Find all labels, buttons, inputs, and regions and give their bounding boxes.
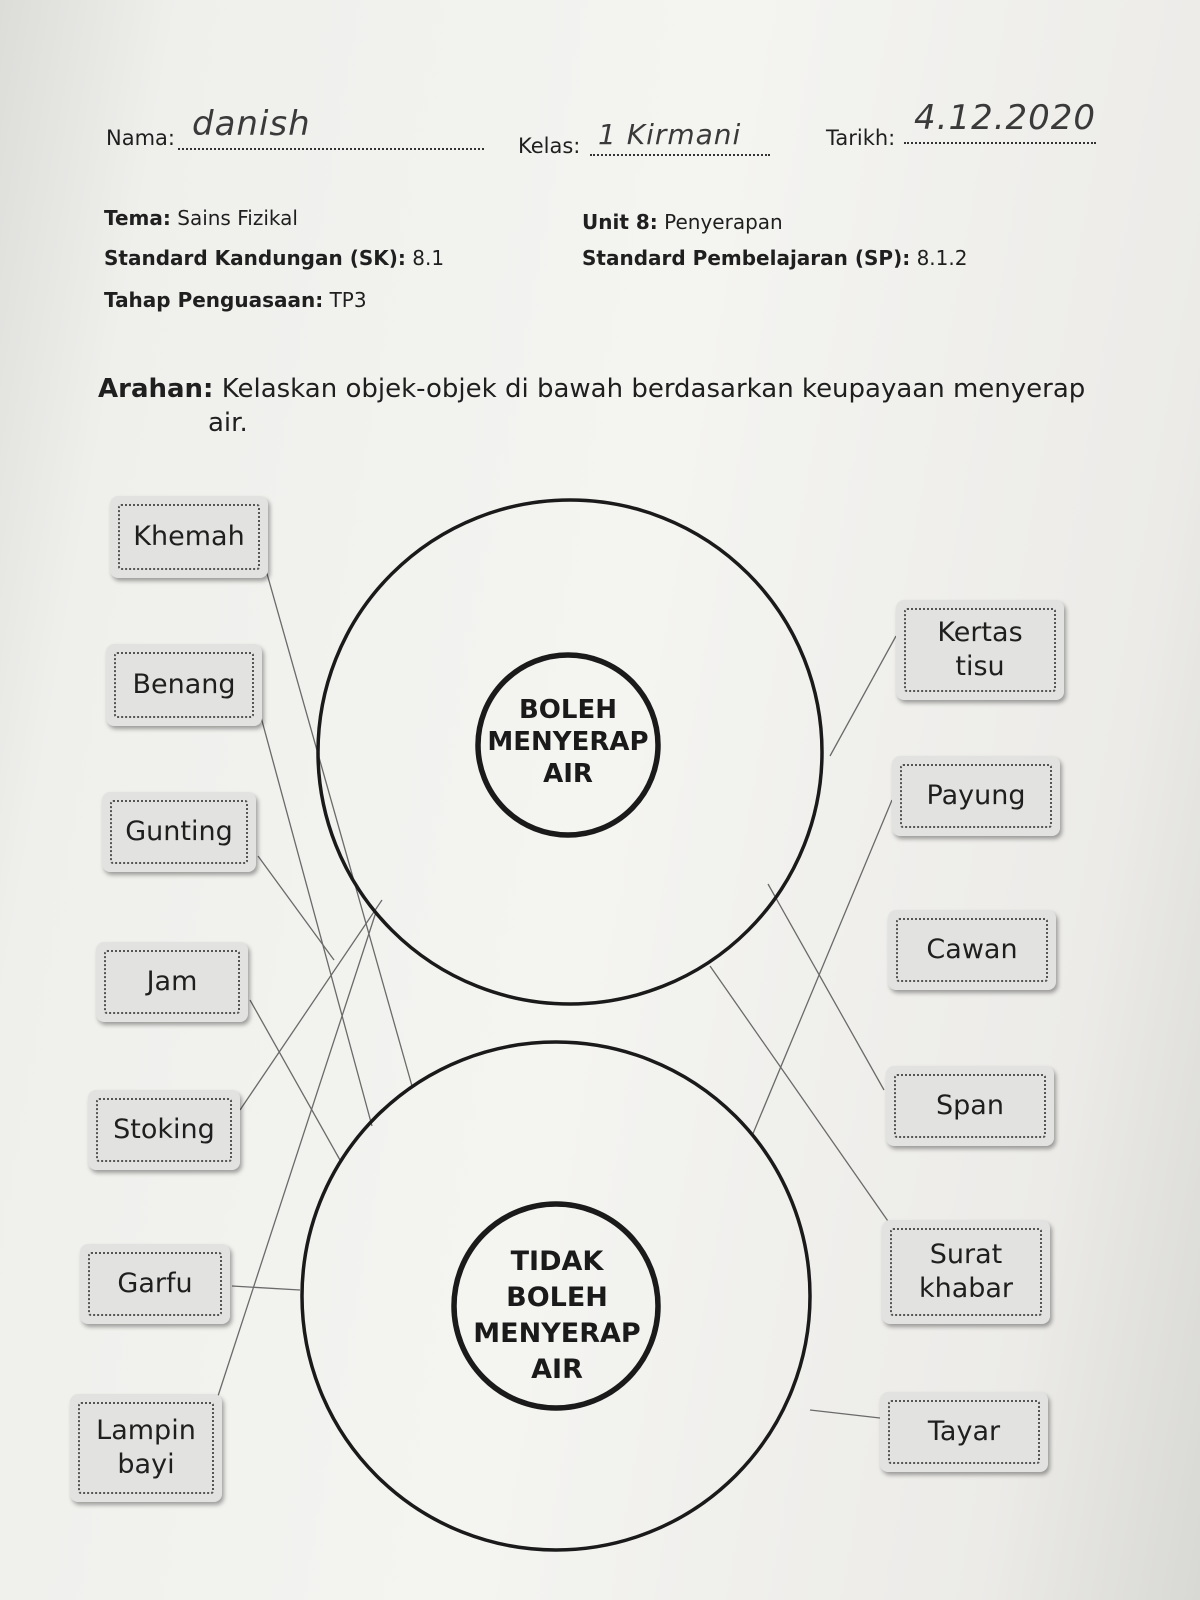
tema-value: Sains Fizikal (177, 206, 298, 230)
line-stoking (240, 900, 382, 1110)
line-benang (258, 706, 372, 1126)
bottom-label-line2: BOLEH (506, 1282, 608, 1313)
item-label: Kertas tisu (937, 617, 1023, 682)
line-gunting (258, 856, 334, 960)
item-label: Payung (926, 780, 1026, 811)
bottom-label-line1: TIDAK (510, 1246, 604, 1277)
instruction-text-line2: air. (208, 408, 248, 438)
tarikh-label: Tarikh: (826, 126, 896, 150)
sp-label: Standard Pembelajaran (SP): (582, 246, 911, 270)
bottom-circle-label (462, 1244, 652, 1388)
unit-label: Unit 8: (582, 210, 658, 234)
item-label: Lampin bayi (96, 1415, 196, 1480)
item-box-benang[interactable] (106, 644, 262, 726)
sp-value: 8.1.2 (916, 246, 968, 270)
line-jam (250, 1000, 340, 1160)
item-label: Tayar (927, 1416, 1001, 1447)
top-label-line1: BOLEH (518, 695, 617, 725)
item-box-cawan[interactable] (888, 910, 1056, 990)
item-label: Gunting (125, 816, 233, 847)
item-box-jam[interactable] (96, 942, 248, 1022)
item-label: Khemah (133, 521, 245, 552)
bottom-label-line4: AIR (531, 1354, 583, 1385)
line-tayar (810, 1410, 880, 1418)
line-surat (710, 966, 890, 1224)
item-label: Stoking (113, 1114, 215, 1145)
item-box-surat-khabar[interactable] (882, 1220, 1050, 1324)
nama-handwriting: danish (192, 104, 311, 144)
sk-label: Standard Kandungan (SK): (104, 246, 406, 270)
line-payung (752, 800, 892, 1136)
line-span (768, 884, 884, 1090)
instruction-label: Arahan: (98, 374, 214, 404)
item-label: Garfu (117, 1268, 193, 1299)
item-box-khemah[interactable] (110, 496, 268, 578)
item-box-kertas-tisu[interactable] (896, 600, 1064, 700)
item-box-lampin-bayi[interactable] (70, 1394, 222, 1502)
unit-value: Penyerapan (664, 210, 783, 234)
item-box-span[interactable] (886, 1066, 1054, 1146)
kelas-label: Kelas: (518, 134, 581, 158)
item-label: Span (936, 1090, 1004, 1121)
tp-label: Tahap Penguasaan: (104, 288, 324, 312)
item-box-tayar[interactable] (880, 1392, 1048, 1472)
top-label-line3: AIR (543, 759, 593, 789)
line-garfu (232, 1286, 300, 1290)
item-label: Benang (132, 669, 236, 700)
item-box-garfu[interactable] (80, 1244, 230, 1324)
item-box-gunting[interactable] (102, 792, 256, 872)
line-kertas (830, 636, 896, 756)
item-label: Surat khabar (918, 1239, 1014, 1304)
item-label: Cawan (926, 934, 1018, 965)
item-box-payung[interactable] (892, 756, 1060, 836)
tp-value: TP3 (329, 288, 367, 312)
sk-value: 8.1 (412, 246, 445, 270)
item-label: Jam (146, 966, 198, 997)
bottom-label-line3: MENYERAP (473, 1318, 641, 1349)
nama-label: Nama: (106, 126, 175, 150)
top-circle-label (478, 694, 658, 790)
tema-label: Tema: (104, 206, 171, 230)
line-khemah (262, 556, 412, 1086)
top-label-line2: MENYERAP (487, 727, 649, 757)
instruction-text-line1: Kelaskan objek-objek di bawah berdasarkan keupayaan menyerap (221, 374, 1086, 404)
item-box-stoking[interactable] (88, 1090, 240, 1170)
kelas-handwriting: 1 Kirmani (598, 118, 742, 151)
tarikh-handwriting: 4.12.2020 (914, 98, 1097, 138)
